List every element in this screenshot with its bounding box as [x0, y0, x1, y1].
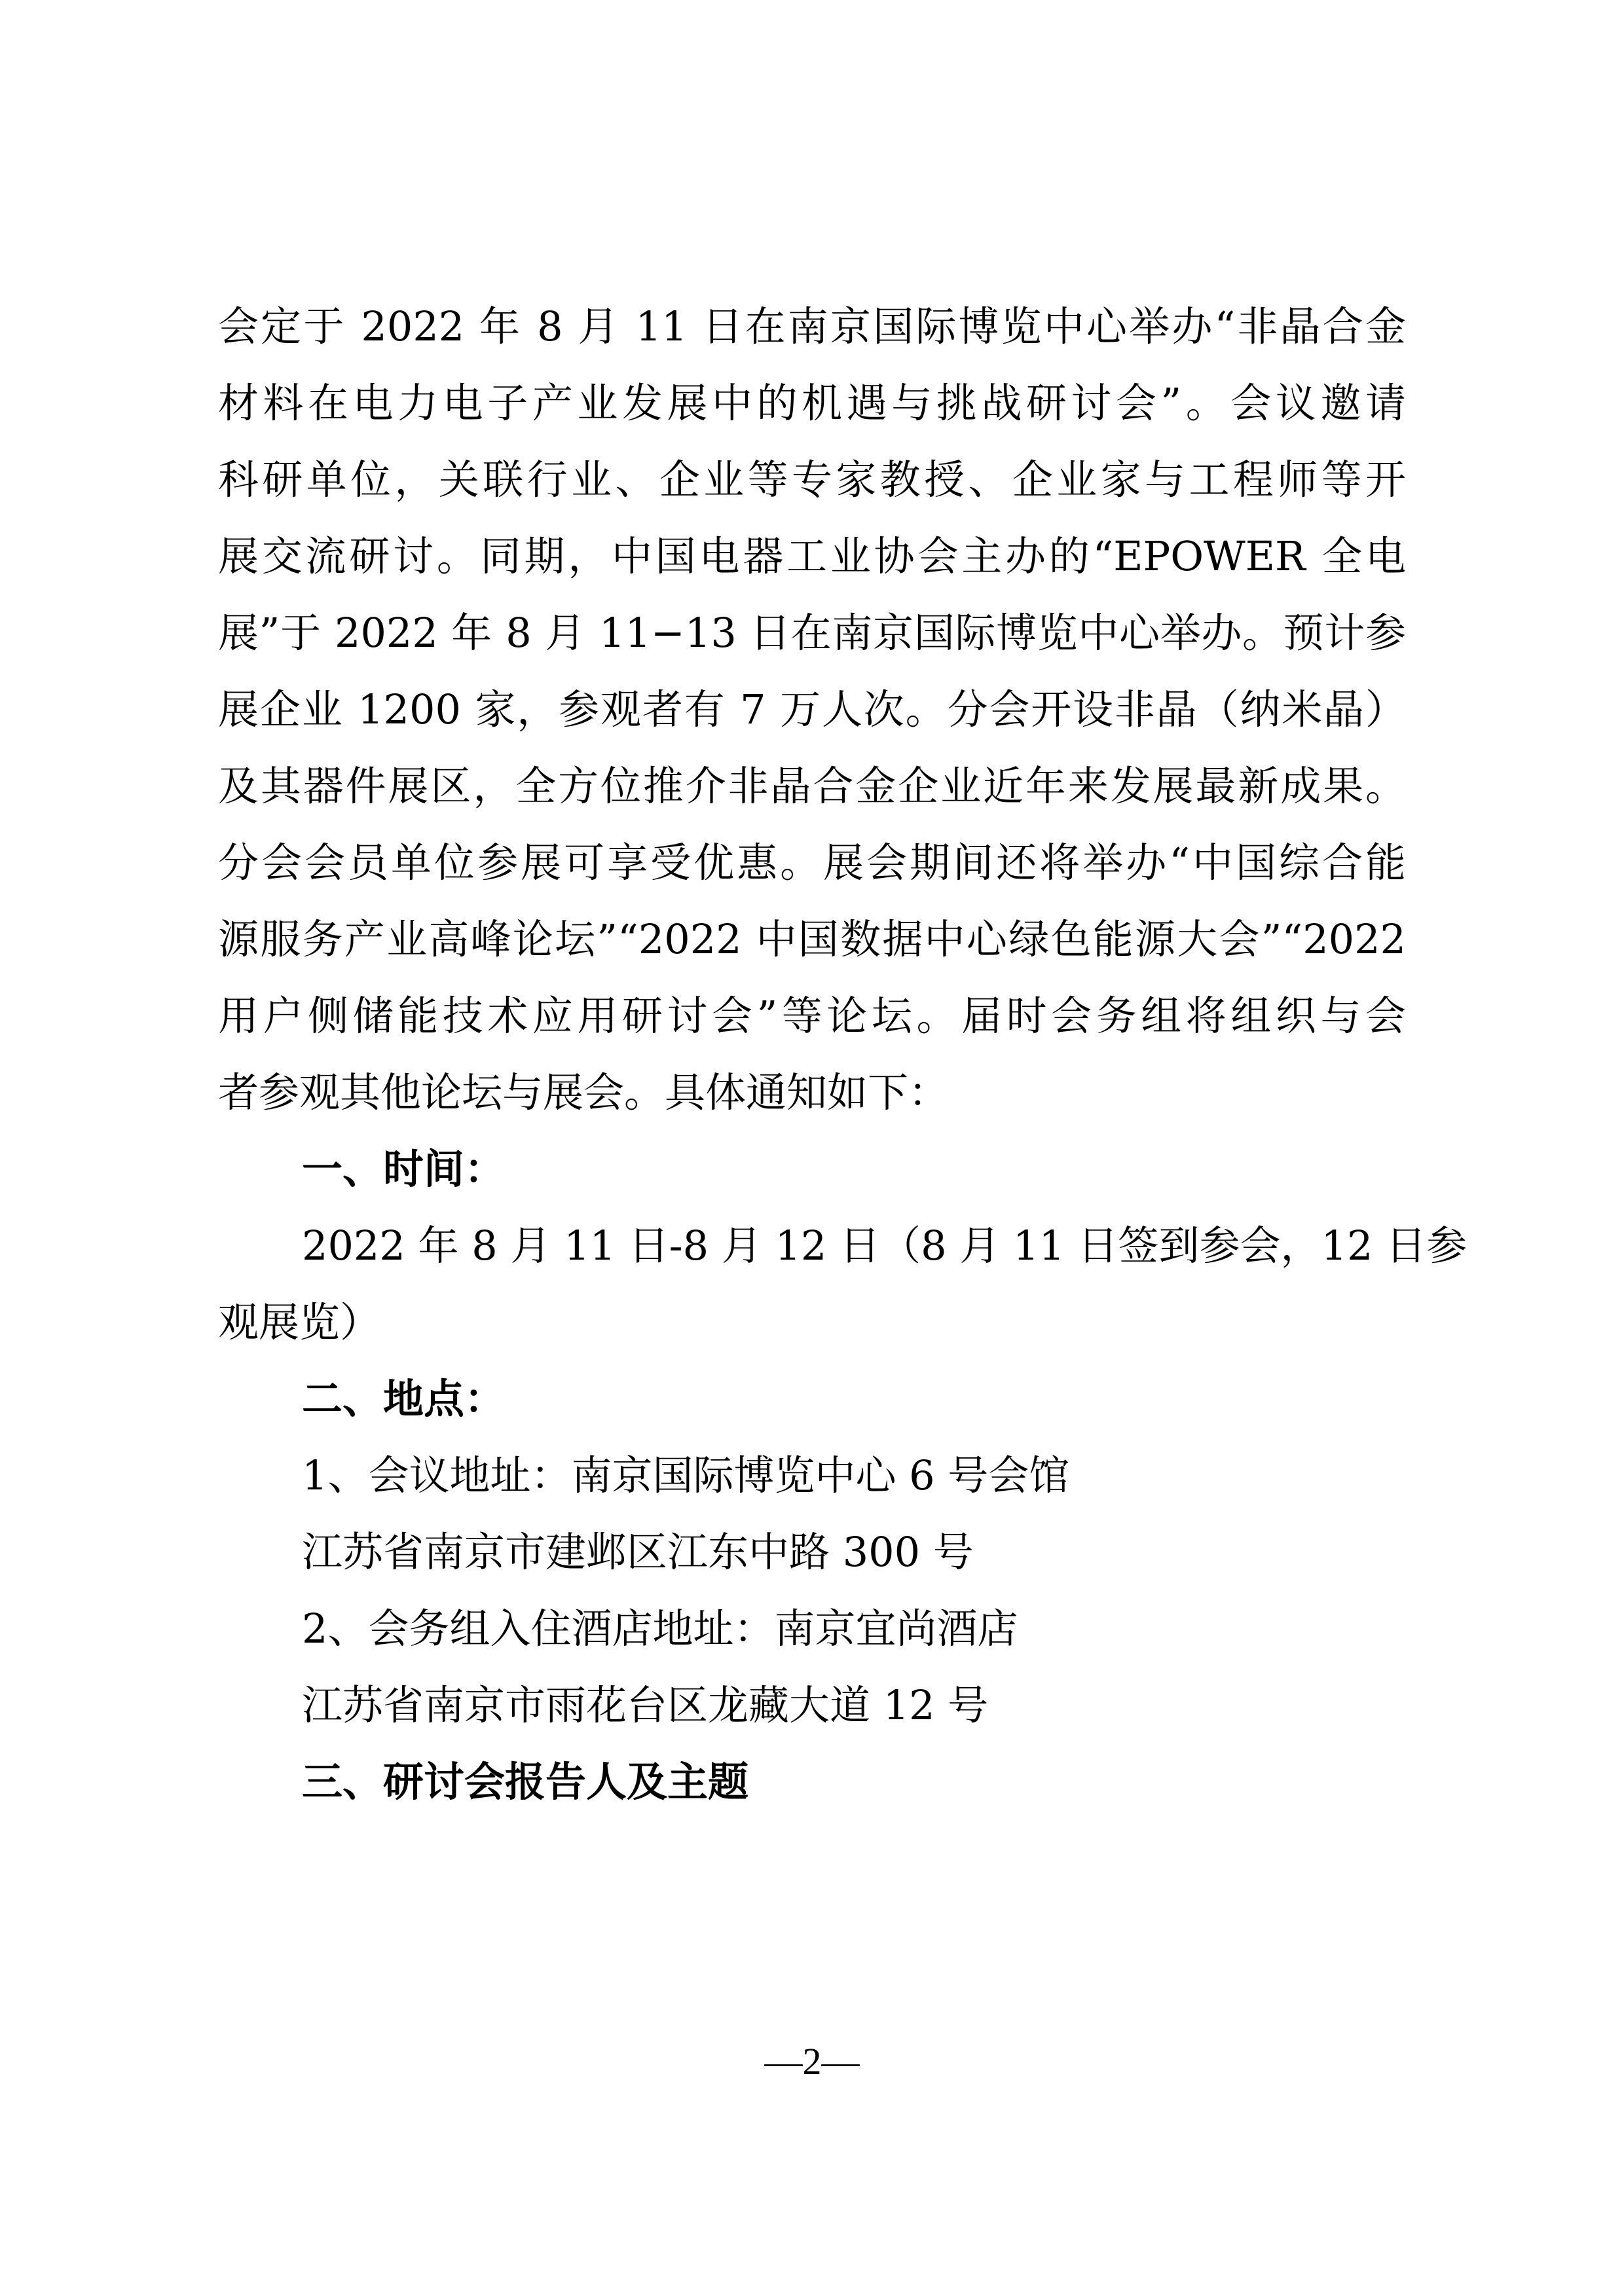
venue-address: 江苏省南京市建邺区江东中路 300 号: [302, 1528, 974, 1576]
intro-line: 展企业 1200 家，参观者有 7 万人次。分会开设非晶（纳米晶）: [218, 685, 1406, 733]
section-time: [218, 1131, 1467, 1360]
section-heading-location: 二、地点：: [302, 1375, 506, 1423]
intro-paragraph: [218, 288, 1406, 1131]
section-heading-speakers: 三、研讨会报告人及主题: [302, 1758, 749, 1806]
section-location: [218, 1360, 1406, 1743]
page-number: —2—: [764, 2040, 860, 2083]
section-heading-time: 一、时间：: [302, 1145, 506, 1193]
intro-line: 科研单位，关联行业、企业等专家教授、企业家与工程师等开: [218, 456, 1406, 503]
hotel-address: 江苏省南京市雨花台区龙藏大道 12 号: [302, 1681, 989, 1729]
venue-label: 1、会议地址：南京国际博览中心 6 号会馆: [302, 1451, 1070, 1499]
intro-line: 展交流研讨。同期，中国电器工业协会主办的“EPOWER 全电: [218, 532, 1406, 580]
hotel-label: 2、会务组入住酒店地址：南京宜尚酒店: [302, 1605, 1018, 1652]
intro-line: 用户侧储能技术应用研讨会”等论坛。届时会务组将组织与会: [218, 992, 1406, 1040]
section-speakers: [218, 1743, 1406, 1820]
intro-line: 源服务产业高峰论坛”“2022 中国数据中心绿色能源大会”“2022: [218, 915, 1406, 963]
intro-line: 者参观其他论坛与展会。具体通知如下：: [218, 1068, 950, 1116]
document-body: [218, 288, 1467, 1820]
intro-line: 分会会员单位参展可享受优惠。展会期间还将举办“中国综合能: [218, 839, 1406, 886]
intro-line: 会定于 2022 年 8 月 11 日在南京国际博览中心举办“非晶合金: [218, 302, 1406, 350]
time-line: 观展览）: [218, 1298, 381, 1346]
time-line: 2022 年 8 月 11 日-8 月 12 日（8 月 11 日签到参会，12 日参: [302, 1222, 1467, 1269]
intro-line: 材料在电力电子产业发展中的机遇与挑战研讨会”。会议邀请: [218, 379, 1406, 427]
intro-line: 及其器件展区，全方位推介非晶合金企业近年来发展最新成果。: [218, 762, 1406, 810]
intro-line: 展”于 2022 年 8 月 11−13 日在南京国际博览中心举办。预计参: [218, 609, 1406, 657]
